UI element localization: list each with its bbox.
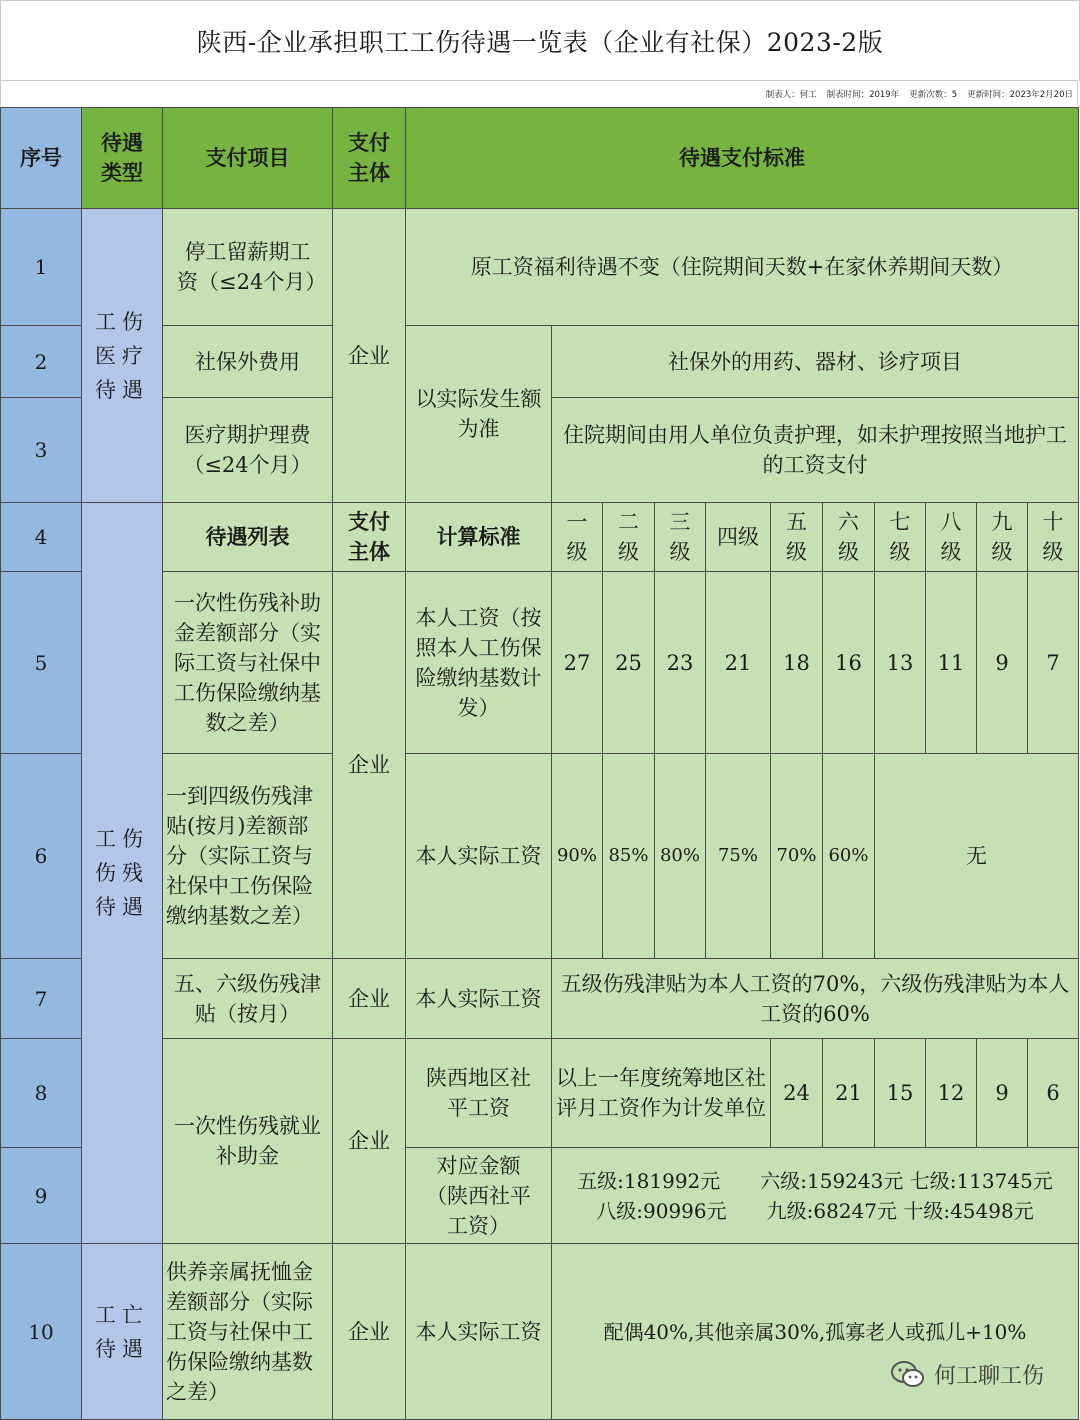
- grade-value: 75%: [705, 753, 771, 959]
- row-no: 3: [0, 397, 82, 503]
- grade-header: 六级: [822, 502, 875, 572]
- grade-value: 12: [925, 1038, 977, 1148]
- type-death: 工亡待遇: [81, 1243, 163, 1420]
- row-no: 1: [0, 208, 82, 326]
- watermark: [890, 1359, 1044, 1390]
- standard-cell: 配偶40%,其他亲属30%,孤寡老人或孤儿+10%: [551, 1243, 1079, 1420]
- amount-cell: [551, 1147, 1079, 1244]
- grade-value: 60%: [822, 753, 875, 959]
- standard-cell: 原工资福利待遇不变（住院期间天数+在家休养期间天数）: [405, 208, 1079, 326]
- row-no: 10: [0, 1243, 82, 1420]
- grade-value: 90%: [551, 753, 603, 959]
- item-cell: 社保外费用: [162, 325, 333, 398]
- grade-value: 13: [874, 571, 926, 754]
- grade-header: 七级: [874, 502, 926, 572]
- subheader-list: 待遇列表: [162, 502, 333, 572]
- header-type: 待遇类型: [81, 107, 163, 209]
- meta-line: [0, 80, 1078, 106]
- item-cell: 一到四级伤残津贴(按月)差额部分（实际工资与社保中工伤保险缴纳基数之差）: [162, 753, 333, 959]
- row-no: 8: [0, 1038, 82, 1148]
- standard-cell: 社保外的用药、器材、诊疗项目: [551, 325, 1079, 398]
- grade-value: 70%: [770, 753, 823, 959]
- grade-value: 85%: [602, 753, 655, 959]
- standard-cell: 五级伤残津贴为本人工资的70%，六级伤残津贴为本人工资的60%: [551, 958, 1079, 1039]
- grade-value: 9: [976, 1038, 1028, 1148]
- grade-header: 五级: [770, 502, 823, 572]
- grade-none: 无: [874, 753, 1079, 959]
- grade-value: 24: [770, 1038, 823, 1148]
- calc-cell: 本人实际工资: [405, 753, 552, 959]
- wechat-icon: [890, 1360, 926, 1390]
- grade-value: 11: [925, 571, 977, 754]
- type-disability: 工伤伤残待遇: [81, 502, 163, 1244]
- grade-header: 四级: [705, 502, 771, 572]
- header-payer: 支付主体: [332, 107, 406, 209]
- grade-value: 9: [976, 571, 1028, 754]
- page-title: 陕西-企业承担职工工伤待遇一览表（企业有社保）2023-2版: [0, 0, 1080, 81]
- grade-value: 27: [551, 571, 603, 754]
- grade-value: 6: [1027, 1038, 1079, 1148]
- calc-cell: 本人实际工资: [405, 958, 552, 1039]
- payer-cell: 企业: [332, 958, 406, 1039]
- subheader-payer: 支付主体: [332, 502, 406, 572]
- row-no: 4: [0, 502, 82, 572]
- grade-value: 7: [1027, 571, 1079, 754]
- row-no: 7: [0, 958, 82, 1039]
- row-no: 2: [0, 325, 82, 398]
- grade-header: 二级: [602, 502, 655, 572]
- watermark-text: 何工聊工伤: [933, 1364, 1044, 1389]
- header-item: 支付项目: [162, 107, 333, 209]
- grade-header: 三级: [654, 502, 706, 572]
- grade-value: 18: [770, 571, 823, 754]
- item-cell: 医疗期护理费（≤24个月）: [162, 397, 333, 503]
- header-standard: 待遇支付标准: [405, 107, 1079, 209]
- grade-value: 15: [874, 1038, 926, 1148]
- item-cell: 五、六级伤残津贴（按月）: [162, 958, 333, 1039]
- calc-cell: 本人工资（按照本人工伤保险缴纳基数计发）: [405, 571, 552, 754]
- amount-line: 八级:90996元 九级:68247元 十级:45498元: [596, 1198, 1034, 1223]
- item-cell: 供养亲属抚恤金差额部分（实际工资与社保中工伤保险缴纳基数之差）: [162, 1243, 333, 1420]
- calc-cell: 陕西地区社平工资: [405, 1038, 552, 1148]
- row-no: 9: [0, 1147, 82, 1244]
- grade-value: 25: [602, 571, 655, 754]
- standard-cell: 住院期间由用人单位负责护理，如未护理按照当地护工的工资支付: [551, 397, 1079, 503]
- item-cell: 一次性伤残就业补助金: [162, 1038, 333, 1244]
- meta-created: 制表时间：2019年: [826, 89, 900, 100]
- benefits-table: [0, 107, 1080, 1420]
- amount-line: 五级:181992元 六级:159243元 七级:113745元: [577, 1168, 1053, 1193]
- desc-cell: 以上一年度统筹地区社评月工资作为计发单位: [551, 1038, 771, 1148]
- item-cell: 停工留薪期工资（≤24个月）: [162, 208, 333, 326]
- grade-header: 九级: [976, 502, 1028, 572]
- grade-value: 21: [822, 1038, 875, 1148]
- payer-cell: 企业: [332, 208, 406, 503]
- basis-cell: 以实际发生额为准: [405, 325, 552, 503]
- payer-cell: 企业: [332, 1038, 406, 1244]
- payer-cell: 企业: [332, 571, 406, 959]
- item-cell: 一次性伤残补助金差额部分（实际工资与社保中工伤保险缴纳基数之差）: [162, 571, 333, 754]
- grade-value: 80%: [654, 753, 706, 959]
- subheader-calc: 计算标准: [405, 502, 552, 572]
- meta-updates: 更新次数：5: [909, 89, 958, 100]
- calc-cell: 本人实际工资: [405, 1243, 552, 1420]
- grade-value: 23: [654, 571, 706, 754]
- calc-cell: 对应金额（陕西社平工资）: [405, 1147, 552, 1244]
- grade-header: 八级: [925, 502, 977, 572]
- grade-header: 一级: [551, 502, 603, 572]
- grade-header: 十级: [1027, 502, 1079, 572]
- row-no: 5: [0, 571, 82, 754]
- grade-value: 16: [822, 571, 875, 754]
- meta-author: 制表人：何工: [765, 89, 817, 100]
- payer-cell: 企业: [332, 1243, 406, 1420]
- header-no: 序号: [0, 107, 82, 209]
- grade-value: 21: [705, 571, 771, 754]
- meta-updated: 更新时间：2023年2月20日: [967, 89, 1073, 100]
- type-medical: 工伤医疗待遇: [81, 208, 163, 503]
- row-no: 6: [0, 753, 82, 959]
